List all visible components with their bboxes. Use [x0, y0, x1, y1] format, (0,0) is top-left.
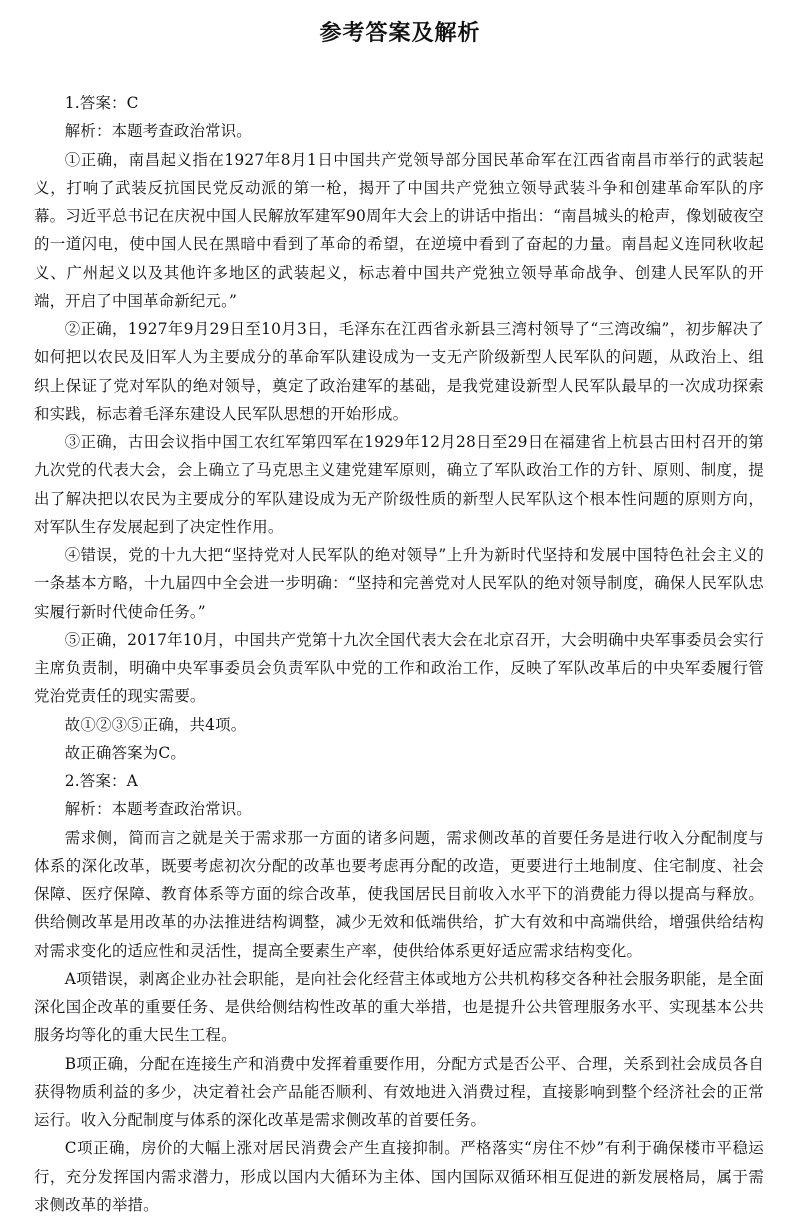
q1-item-3: ③正确，古田会议指中国工农红军第四军在1929年12月28日至29日在福建省上杭县古田村召开的第九次党的代表大会，会上确立了马克思主义建党建军原则，确立了军队政治工作的方针、原则、制度，提出了解决把以农民为主要成分的军队建设成为无产阶级性质的新型人民军队这个根本性问题的原则方向，对军队生存发展起到了决定性作用。	[34, 433, 764, 536]
q1-item-5: ⑤正确，2017年10月，中国共产党第十九次全国代表大会在北京召开，大会明确中央军事委员会实行主席负责制，明确中央军事委员会负责军队中党的工作和政治工作，反映了军队改革后的中央军委履行管党治党责任的现实需要。	[34, 630, 764, 706]
q2-analysis-intro: 解析：本题考查政治常识。	[64, 800, 252, 819]
q1-summary: 故①②③⑤正确，共4项。	[64, 715, 247, 734]
q1-item-1: ①正确，南昌起义指在1927年8月1日中国共产党领导部分国民革命军在江西省南昌市举行的武装起义，打响了武装反抗国民党反动派的第一枪，揭开了中国共产党独立领导武装斗争和创建革命军队的序幕。习近平总书记在庆祝中国人民解放军建军90周年大会上的讲话中指出：“南昌城头的枪声，像划破夜空的一道闪电，使中国人民在黑暗中看到了革命的希望，在逆境中看到了奋起的力量。南昌起义连同秋收起义、广州起义以及其他许多地区的武装起义，标志着中国共产党独立领导革命战争、创建人民军队的开端，开启了中国革命新纪元。”	[34, 150, 764, 310]
q1-analysis-intro: 解析：本题考查政治常识。	[64, 122, 252, 141]
q1-answer: 1.答案：C	[64, 94, 139, 112]
q2-option-b: B项正确，分配在连接生产和消费中发挥着重要作用，分配方式是否公平、合理，关系到社会成员各自获得物质利益的多少，决定着社会产品能否顺利、有效地进入消费过程，直接影响到整个经济社会的正常运行。收入分配制度与体系的深化改革是需求侧改革的首要任务。	[34, 1054, 764, 1129]
q2-option-c: C项正确，房价的大幅上涨对居民消费会产生直接抑制。严格落实“房住不炒”有利于确保楼市平稳运行，充分发挥国内需求潜力，形成以国内大循环为主体、国内国际双循环相互促进的新发展格局，属于需求侧改革的举措。	[34, 1139, 764, 1214]
q2-option-a: A项错误，剥离企业办社会职能，是向社会化经营主体或地方公共机构移交各种社会服务职能，是全面深化国企改革的重要任务、是供给侧结构性改革的重大举措，也是提升公共管理服务水平、实现基本公共服务均等化的重大民生工程。	[34, 969, 764, 1045]
q1-item-2: ②正确，1927年9月29日至10月3日，毛泽东在江西省永新县三湾村领导了“三湾改编”，初步解决了如何把以农民及旧军人为主要成分的革命军队建设成为一支无产阶级新型人民军队的问题，从政治上、组织上保证了党对军队的绝对领导，奠定了政治建军的基础，是我党建设新型人民军队最早的一次成功探索和实践，标志着毛泽东建设人民军队思想的开始形成。	[34, 320, 764, 423]
q2-answer: 2.答案：A	[64, 772, 138, 790]
page-title: 参考答案及解析	[319, 21, 481, 46]
document-body	[34, 89, 764, 1219]
q1-conclusion: 故正确答案为C。	[64, 743, 186, 762]
q1-item-4: ④错误，党的十九大把“坚持党对人民军队的绝对领导”上升为新时代坚持和发展中国特色社会主义的一条基本方略，十九届四中全会进一步明确：“坚持和完善党对人民军队的绝对领导制度，确保人民军队忠实履行新时代使命任务。”	[34, 546, 764, 621]
q2-background: 需求侧，简而言之就是关于需求那一方面的诸多问题，需求侧改革的首要任务是进行收入分配制度与体系的深化改革，既要考虑初次分配的改革也要考虑再分配的改造，更要进行土地制度、住宅制度、社会保障、医疗保障、教育体系等方面的综合改革，使我国居民目前收入水平下的消费能力得以提高与释放。供给侧改革是用改革的办法推进结构调整，减少无效和低端供给，扩大有效和中高端供给，增强供给结构对需求变化的适应性和灵活性，提高全要素生产率，使供给体系更好适应需求结构变化。	[34, 828, 764, 960]
